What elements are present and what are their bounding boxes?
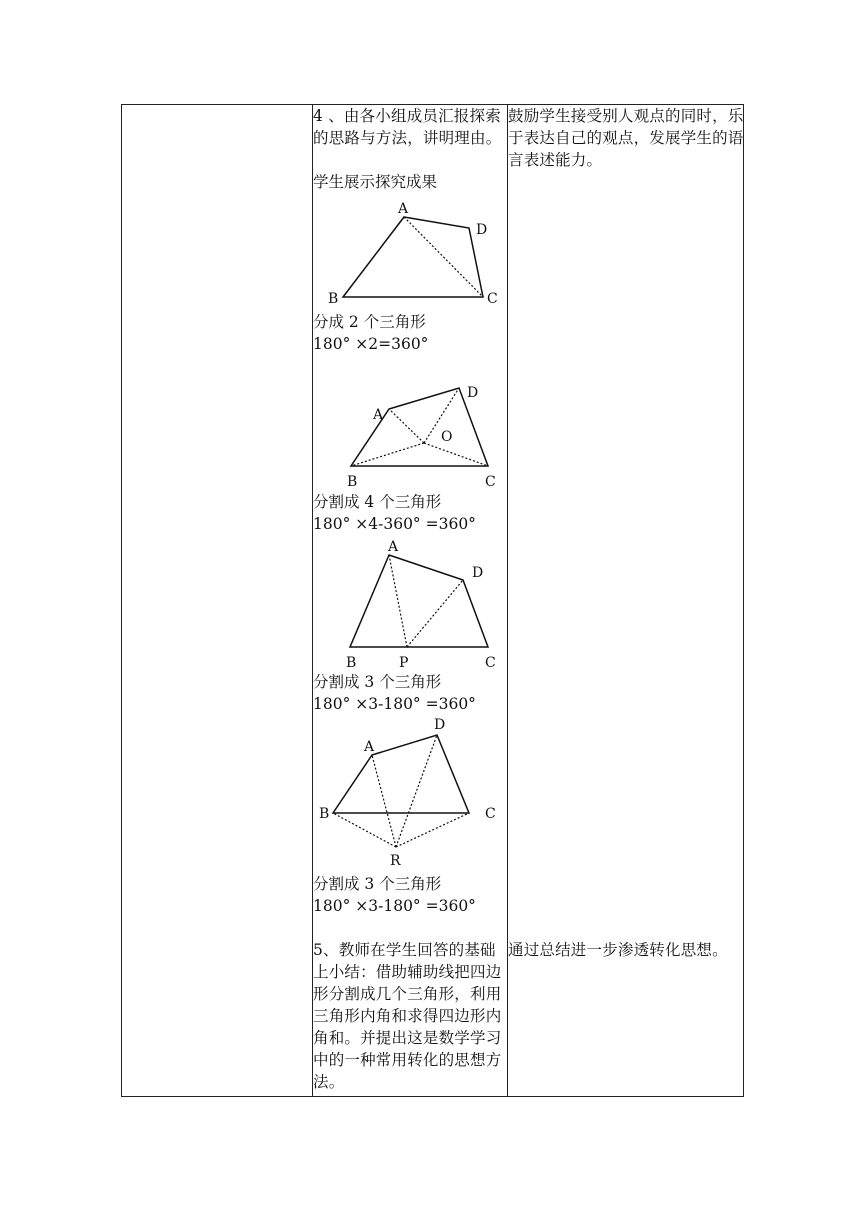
label-a: A bbox=[398, 201, 409, 217]
label-o: O bbox=[441, 429, 453, 445]
figure1-caption: 分成 2 个三角形 bbox=[313, 313, 426, 331]
label-d: D bbox=[472, 565, 484, 581]
diagonal-ac bbox=[404, 217, 483, 297]
figure1-formula: 180° ×2=360° bbox=[313, 335, 429, 353]
label-a: A bbox=[373, 407, 384, 423]
segment-rb bbox=[333, 813, 396, 847]
quad-outline bbox=[350, 555, 488, 647]
intent-cell bbox=[508, 105, 744, 1096]
segment-pd bbox=[407, 580, 463, 647]
quad-outline bbox=[343, 217, 483, 297]
step5-text: 5、教师在学生回答的基础上小结：借助辅助线把四边形分割成几个三角形，利用三角形内角和求得四边形内角和。并提出这是数学学习中的一种常用转化的思想方法。 bbox=[313, 941, 502, 1091]
label-d: D bbox=[476, 222, 488, 238]
label-p: P bbox=[399, 655, 409, 671]
figure2-caption: 分割成 4 个三角形 bbox=[313, 493, 442, 511]
label-b: B bbox=[347, 474, 358, 490]
segment-rd bbox=[396, 735, 437, 847]
label-b: B bbox=[328, 291, 339, 307]
label-c: C bbox=[487, 291, 498, 307]
segment-oc bbox=[424, 443, 488, 466]
activity-cell bbox=[313, 105, 506, 1096]
label-c: C bbox=[485, 474, 496, 490]
label-c: C bbox=[485, 806, 496, 822]
figure3-caption: 分割成 3 个三角形 bbox=[313, 673, 442, 691]
label-d: D bbox=[467, 385, 479, 401]
figure2-formula: 180° ×4-360° =360° bbox=[313, 515, 476, 533]
label-b: B bbox=[319, 806, 330, 822]
quadrilateral-figure-1 bbox=[313, 197, 506, 307]
segment-ra bbox=[372, 755, 396, 847]
intent4-text: 鼓励学生接受别人观点的同时，乐于表达自己的观点，发展学生的语言表述能力。 bbox=[508, 107, 744, 169]
label-a: A bbox=[364, 739, 375, 755]
segment-pa bbox=[389, 555, 407, 647]
segment-ob bbox=[351, 443, 424, 466]
figure3-formula: 180° ×3-180° =360° bbox=[313, 695, 476, 713]
label-d: D bbox=[434, 717, 446, 733]
lesson-table bbox=[121, 104, 744, 1097]
label-c: C bbox=[485, 655, 496, 671]
quad-outline bbox=[333, 735, 469, 813]
label-r: R bbox=[390, 853, 401, 869]
step4-text: 4 、由各小组成员汇报探索的思路与方法，讲明理由。 bbox=[313, 107, 502, 147]
label-b: B bbox=[346, 655, 357, 671]
quadrilateral-figure-2 bbox=[313, 375, 506, 490]
step4-show: 学生展示探究成果 bbox=[313, 173, 438, 191]
intent5-text: 通过总结进一步渗透转化思想。 bbox=[508, 941, 728, 959]
figure4-caption: 分割成 3 个三角形 bbox=[313, 875, 442, 893]
quadrilateral-figure-3 bbox=[313, 535, 506, 671]
figure4-formula: 180° ×3-180° =360° bbox=[313, 897, 476, 915]
quadrilateral-figure-4 bbox=[313, 717, 506, 872]
segment-rc bbox=[396, 813, 469, 847]
label-a: A bbox=[388, 539, 399, 555]
segment-oa bbox=[389, 409, 424, 443]
